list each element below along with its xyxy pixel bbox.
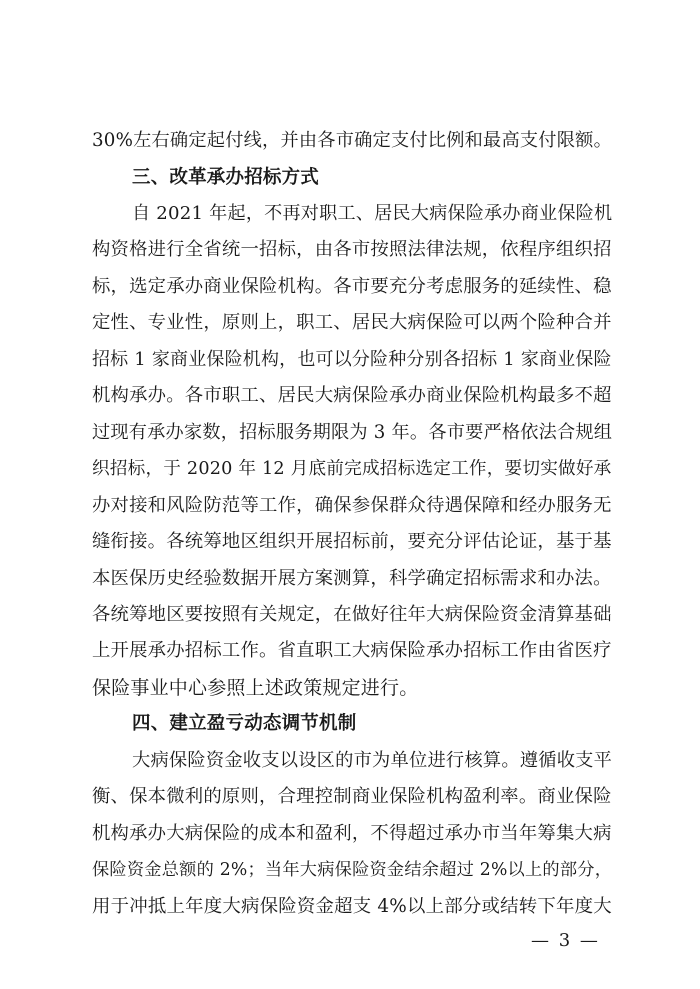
text-line: 机构承办大病保险的成本和盈利，不得超过承办市当年筹集大病 [92, 823, 612, 844]
section-heading: 四、建立盈亏动态调节机制 [132, 713, 357, 734]
text-line: 机构承办。各市职工、居民大病保险承办商业保险机构最多不超 [92, 385, 612, 406]
text-line: 大病保险资金收支以设区的市为单位进行核算。遵循收支平 [132, 750, 613, 771]
text-line: 30%左右确定起付线，并由各市确定支付比例和最高支付限额。 [92, 130, 612, 151]
text-line: 本医保历史经验数据开展方案测算，科学确定招标需求和办法。 [92, 568, 612, 589]
text-line: 上开展承办招标工作。省直职工大病保险承办招标工作由省医疗 [92, 640, 612, 661]
section-heading: 三、改革承办招标方式 [132, 167, 320, 188]
text-line: 标，选定承办商业保险机构。各市要充分考虑服务的延续性、稳 [92, 276, 612, 297]
text-line: 用于冲抵上年度大病保险资金超支 4%以上部分或结转下年度大 [92, 896, 612, 917]
text-line: 缝衔接。各统筹地区组织开展招标前，要充分评估论证，基于基 [92, 531, 612, 552]
page-number: — 3 — [531, 930, 600, 951]
text-line: 构资格进行全省统一招标，由各市按照法律法规，依程序组织招 [92, 239, 612, 260]
text-line: 自 2021 年起，不再对职工、居民大病保险承办商业保险机 [132, 203, 613, 224]
text-line: 保险事业中心参照上述政策规定进行。 [92, 677, 419, 699]
text-line: 保险资金总额的 2%；当年大病保险资金结余超过 2%以上的部分， [92, 860, 613, 880]
text-line: 招标 1 家商业保险机构，也可以分险种分别各招标 1 家商业保险 [92, 349, 612, 370]
text-line: 衡、保本微利的原则，合理控制商业保险机构盈利率。商业保险 [92, 786, 612, 807]
text-line: 定性、专业性，原则上，职工、居民大病保险可以两个险种合并 [92, 312, 612, 333]
text-line: 办对接和风险防范等工作，确保参保群众待遇保障和经办服务无 [92, 495, 612, 516]
text-line: 织招标，于 2020 年 12 月底前完成招标选定工作，要切实做好承 [92, 459, 612, 479]
text-line: 过现有承办家数，招标服务期限为 3 年。各市要严格依法合规组 [92, 422, 613, 443]
text-line: 各统筹地区要按照有关规定，在做好往年大病保险资金清算基础 [92, 604, 612, 625]
